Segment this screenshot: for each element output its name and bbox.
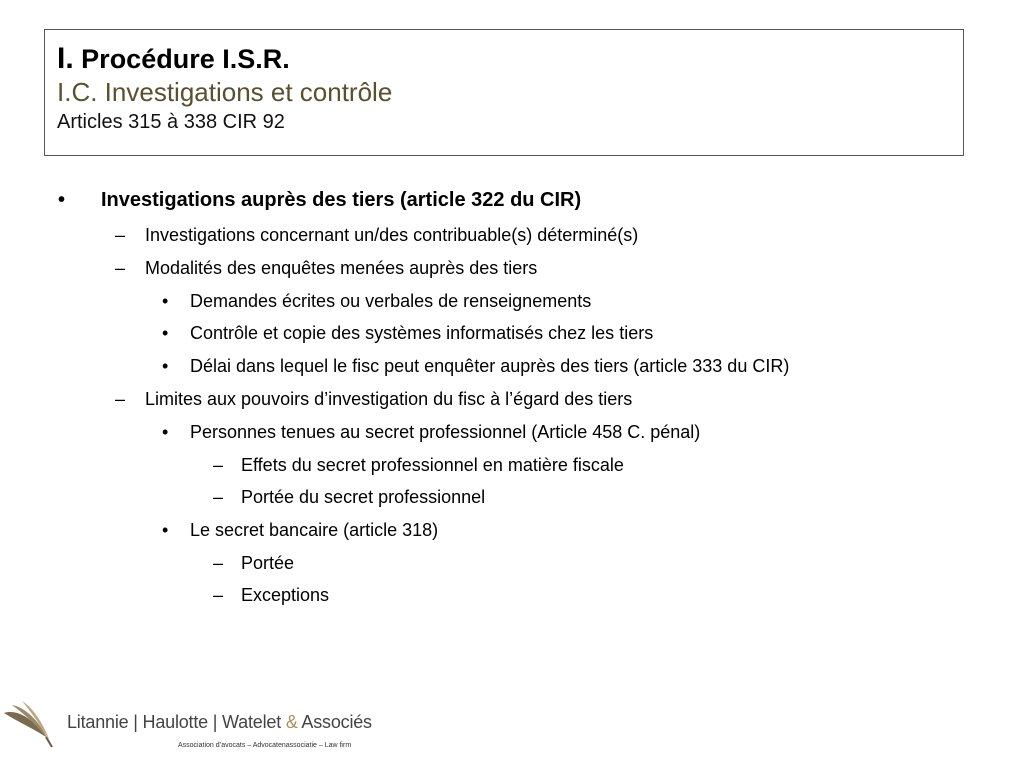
bullet-text: Exceptions (241, 585, 330, 605)
bullet-marker: • (162, 291, 169, 311)
dash-marker: – (115, 225, 126, 245)
bullet-marker: • (162, 422, 169, 442)
bullet-marker: • (162, 323, 169, 343)
slide-articles: Articles 315 à 338 CIR 92 (57, 111, 285, 133)
bullet-marker: • (58, 189, 66, 211)
slide-subtitle: I.C. Investigations et contrôle (57, 77, 393, 107)
firm-name (67, 712, 372, 733)
bullet-text: Portée (241, 553, 295, 573)
title-main-text: Procédure I.S.R. (73, 44, 290, 74)
dash-marker: – (213, 553, 224, 573)
dash-marker: – (115, 258, 126, 278)
bullet-text: Effets du secret professionnel en matière fiscale (241, 455, 624, 475)
dash-marker: – (115, 389, 126, 409)
bullet-text: Modalités des enquêtes menées auprès des tiers (145, 258, 538, 278)
firm-tagline: Association d’avocats – Advocatenassociatie – Law firm (178, 742, 352, 749)
bullet-text: Portée du secret professionnel (241, 487, 486, 507)
firm-logo-icon (2, 699, 54, 749)
footer (0, 695, 420, 765)
firm-name-part2: Associés (297, 712, 372, 732)
bullet-text: Demandes écrites ou verbales de renseignements (190, 291, 592, 311)
bullet-text: Délai dans lequel le fisc peut enquêter auprès des tiers (article 333 du CIR) (190, 356, 790, 376)
bullet-text: Investigations concernant un/des contribuable(s) déterminé(s) (145, 225, 639, 245)
bullet-marker: • (162, 356, 169, 376)
slide-title (57, 42, 951, 76)
title-roman-numeral: I. (57, 42, 74, 75)
title-box (44, 29, 964, 156)
dash-marker: – (213, 487, 224, 507)
bullet-text: Limites aux pouvoirs d’investigation du fisc à l’égard des tiers (145, 389, 633, 409)
bullet-text: Personnes tenues au secret professionnel (Article 458 C. pénal) (190, 422, 701, 442)
bullet-text: Investigations auprès des tiers (article 322 du CIR) (101, 189, 582, 211)
firm-name-part1: Litannie | Haulotte | Watelet (67, 712, 286, 732)
bullet-text: Le secret bancaire (article 318) (190, 520, 439, 540)
dash-marker: – (213, 585, 224, 605)
bullet-text: Contrôle et copie des systèmes informatisés chez les tiers (190, 323, 654, 343)
firm-name-ampersand: & (285, 712, 298, 732)
dash-marker: – (213, 455, 224, 475)
bullet-marker: • (162, 520, 169, 540)
